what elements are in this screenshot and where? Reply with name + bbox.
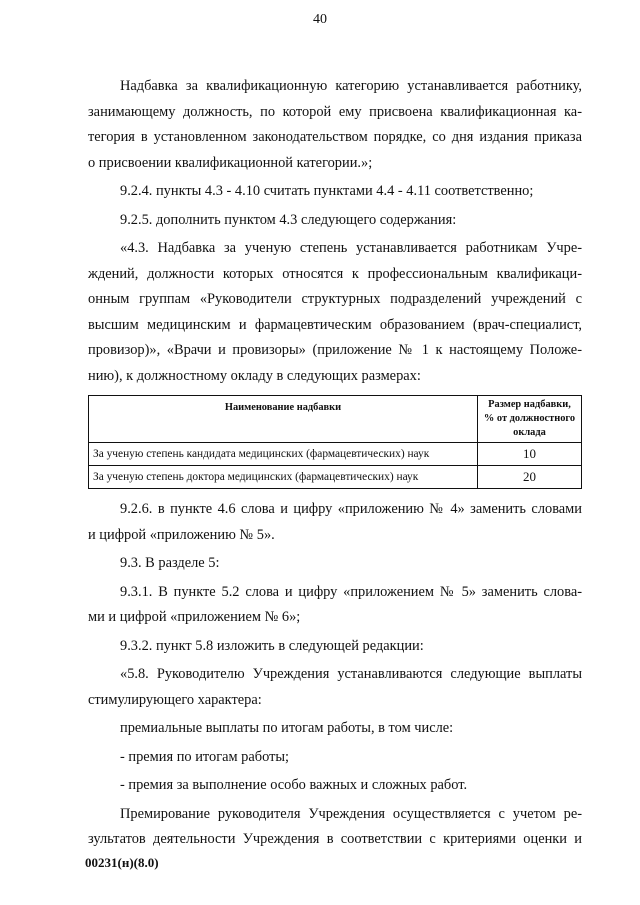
text-line: ждений, должности которых относятся к профессиональным квалификаци- xyxy=(88,265,582,282)
text-line: о присвоении квалификационной категории.»; xyxy=(88,154,373,171)
document-body xyxy=(88,74,582,853)
text-line: 9.3.1. В пункте 5.2 слова и цифру «приложением № 5» заменить слова- xyxy=(120,583,582,600)
text-line: нию), к должностному окладу в следующих размерах: xyxy=(88,367,421,384)
text-line: «4.3. Надбавка за ученую степень устанавливается работникам Учре- xyxy=(120,240,582,256)
document-code: 00231(н)(8.0) xyxy=(85,855,159,870)
text-line: и цифрой «приложению № 5». xyxy=(88,526,275,543)
table-header-row xyxy=(89,396,582,443)
text-line: Надбавка за квалификационную категорию устанавливается работнику, xyxy=(120,78,582,94)
paragraph-bonus-payments: премиальные выплаты по итогам работы, в том числе: xyxy=(120,720,454,736)
paragraph-9-3-1 xyxy=(88,580,582,631)
bonus-table xyxy=(88,395,582,489)
cell-bonus-value: 20 xyxy=(478,466,582,489)
text-line: стимулирующего характера: xyxy=(88,691,262,708)
table-row xyxy=(89,466,582,489)
text-line: тегория в установленном законодательством порядке, со дня издания приказа xyxy=(88,129,582,145)
text-line: ми и цифрой «приложением № 6»; xyxy=(88,609,301,625)
cell-bonus-name: За ученую степень доктора медицинских (фармацевтических) наук xyxy=(89,466,478,489)
paragraph-9-2-6 xyxy=(88,497,582,548)
text-line: онным группам «Руководители структурных подразделений учреждений с xyxy=(88,291,582,307)
paragraph-9-3: 9.3. В разделе 5: xyxy=(120,555,220,571)
page-number: 40 xyxy=(313,12,327,27)
header-bonus-name: Наименование надбавки xyxy=(89,396,478,443)
text-line: 9.2.6. в пункте 4.6 слова и цифру «приложению № 4» заменить словами xyxy=(120,501,582,517)
paragraph-bonus-criteria xyxy=(88,802,582,853)
paragraph-9-3-2: 9.3.2. пункт 5.8 изложить в следующей редакции: xyxy=(120,637,424,654)
cell-bonus-value: 10 xyxy=(478,443,582,466)
text-line: Премирование руководителя Учреждения осуществляется с учетом ре- xyxy=(120,805,582,822)
list-item: - премия по итогам работы; xyxy=(120,748,290,765)
list-item: - премия за выполнение особо важных и сложных работ. xyxy=(120,777,468,793)
cell-bonus-name: За ученую степень кандидата медицинских (фармацевтических) наук xyxy=(89,443,478,466)
text-line: занимающему должность, по которой ему присвоена квалификационная ка- xyxy=(88,103,582,120)
text-line: «5.8. Руководителю Учреждения устанавливаются следующие выплаты xyxy=(120,666,582,682)
text-line: высшим медицинским и фармацевтическим образованием (врач-специалист, xyxy=(88,316,582,333)
table-row xyxy=(89,443,582,466)
text-line: провизор)», «Врачи и провизоры» (приложение № 1 к настоящему Положе- xyxy=(88,342,582,358)
paragraph-9-2-4: 9.2.4. пункты 4.3 - 4.10 считать пунктами 4.4 - 4.11 соответственно; xyxy=(120,183,534,199)
paragraph-4-3 xyxy=(88,236,582,389)
header-bonus-size: Размер надбавки, % от должностного оклада xyxy=(478,396,582,443)
text-line: зультатов деятельности Учреждения в соответствии с критериями оценки и xyxy=(88,831,582,847)
paragraph-9-2-5: 9.2.5. дополнить пунктом 4.3 следующего содержания: xyxy=(120,211,457,228)
paragraph-qualification-bonus xyxy=(88,74,582,176)
bonus-table-wrapper xyxy=(88,395,582,489)
paragraph-5-8 xyxy=(88,662,582,713)
